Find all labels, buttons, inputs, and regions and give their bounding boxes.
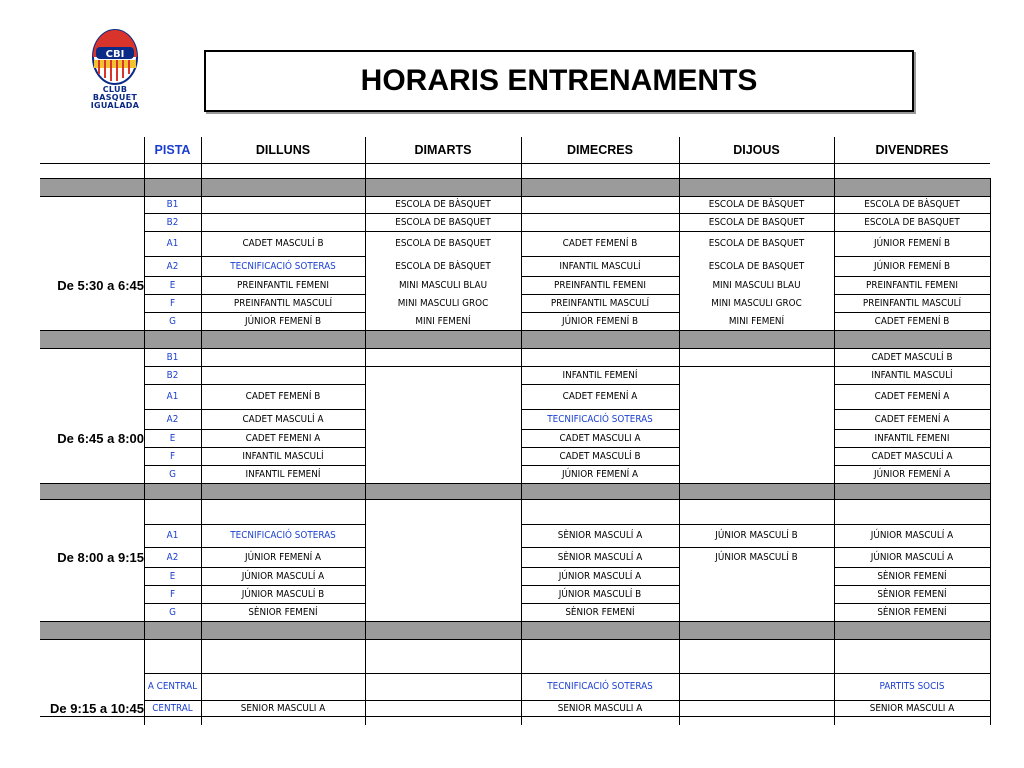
schedule-cell-dimecres: INFANTIL MASCULÍ	[559, 260, 641, 272]
schedule-cell-dimecres: INFANTIL FEMENÍ	[562, 369, 638, 381]
header-divendres: DIVENDRES	[875, 143, 949, 157]
time-slot-label: De 8:00 a 9:15	[57, 549, 144, 565]
schedule-cell-dijous: ESCOLA DE BASQUET	[708, 260, 805, 272]
pista-cell: F	[169, 588, 176, 600]
schedule-cell-dijous: MINI MASCULI GROC	[711, 297, 802, 309]
schedule-cell-dimecres: CADET MASCULÍ B	[559, 450, 641, 462]
schedule-cell-dilluns: INFANTIL MASCULÍ	[242, 450, 324, 462]
schedule-cell-dijous	[685, 567, 828, 585]
schedule-cell-dimarts	[371, 366, 515, 384]
schedule-cell-dijous	[685, 465, 828, 483]
pista-cell: E	[169, 570, 176, 582]
schedule-cell-dijous	[685, 429, 828, 447]
schedule-cell-dimarts	[371, 656, 515, 673]
schedule-cell-dimecres: TECNIFICACIÓ SOTERAS	[547, 413, 653, 425]
schedule-cell-divendres: CADET MASCULÍ A	[871, 450, 953, 462]
title-box	[204, 50, 914, 112]
schedule-cell-dijous	[685, 673, 828, 700]
schedule-cell-dilluns	[208, 348, 359, 366]
schedule-cell-dijous: ESCOLA DE BÀSQUET	[708, 199, 805, 210]
schedule-cell-dilluns: JÚNIOR FEMENÍ A	[244, 551, 322, 563]
schedule-cell-divendres: ESCOLA DE BÀSQUET	[864, 199, 960, 210]
schedule-cell-dimarts	[371, 429, 515, 447]
schedule-cell-dimarts	[371, 447, 515, 465]
logo-line-1: CLUB	[102, 85, 128, 94]
schedule-cell-dijous	[685, 700, 828, 716]
schedule-cell-dijous: JÚNIOR MASCULÍ B	[715, 530, 798, 541]
schedule-cell-divendres: PREINFANTIL FEMENI	[866, 279, 958, 291]
pista-cell: A1	[166, 530, 179, 541]
pista-cell: A1	[166, 238, 179, 249]
schedule-cell-divendres: JÚNIOR MASCULÍ A	[870, 551, 954, 563]
schedule-cell-dimecres	[527, 348, 672, 366]
schedule-cell-divendres: JÚNIOR FEMENÍ B	[873, 260, 951, 272]
schedule-cell-dimecres: SÈNIOR MASCULÍ A	[557, 551, 643, 563]
pista-cell: A2	[166, 551, 179, 563]
schedule-cell-dimarts	[371, 585, 515, 603]
schedule-cell-divendres: CADET FEMENÍ B	[874, 315, 950, 327]
schedule-cell-dimarts: ESCOLA DE BASQUET	[395, 216, 491, 228]
pista-cell: A2	[166, 413, 179, 425]
schedule-cell-divendres: PARTITS SOCIS	[879, 681, 945, 692]
schedule-cell-dimarts	[371, 603, 515, 621]
header-dijous: DIJOUS	[733, 143, 780, 157]
pista-cell	[146, 499, 198, 524]
page-title: HORARIS ENTRENAMENTS	[360, 64, 758, 97]
schedule-cell-dimecres: CADET FEMENÍ A	[562, 391, 638, 402]
schedule-cell-divendres: SÈNIOR FEMENÍ	[877, 588, 947, 600]
time-slot-label: De 6:45 a 8:00	[57, 430, 144, 446]
schedule-cell-dilluns: JÚNIOR MASCULÍ B	[241, 588, 325, 600]
schedule-cell-dimecres: JÚNIOR MASCULÍ A	[558, 570, 642, 582]
header-pista: PISTA	[154, 143, 191, 157]
schedule-cell-dilluns	[208, 499, 359, 524]
schedule-cell-divendres: INFANTIL MASCULÍ	[871, 369, 953, 381]
schedule-cell-dimarts	[371, 567, 515, 585]
schedule-cell-divendres: SÈNIOR FEMENÍ	[877, 570, 947, 582]
pista-cell: CENTRAL	[152, 702, 193, 714]
schedule-cell-dilluns: CADET MASCULÍ A	[242, 413, 324, 425]
schedule-cell-dimarts	[371, 673, 515, 700]
schedule-cell-dilluns: JÚNIOR FEMENÍ B	[244, 315, 322, 327]
schedule-cell-divendres: CADET MASCULÍ B	[871, 351, 953, 363]
separator-row	[40, 621, 990, 639]
schedule-cell-dimarts	[371, 465, 515, 483]
schedule-cell-dilluns	[208, 196, 359, 213]
schedule-cell-dimecres: JÚNIOR FEMENÍ B	[561, 315, 639, 327]
schedule-cell-dilluns	[208, 366, 359, 384]
schedule-cell-dilluns	[208, 213, 359, 231]
separator-row	[40, 330, 990, 348]
schedule-cell-dimarts	[371, 499, 515, 524]
schedule-cell-dimarts	[371, 348, 515, 366]
logo-line-3: IGUALADA	[90, 101, 140, 110]
schedule-cell-dilluns: PREINFANTIL FEMENI	[237, 279, 329, 291]
schedule-cell-divendres: INFANTIL FEMENI	[874, 432, 950, 444]
schedule-cell-dijous	[685, 409, 828, 429]
schedule-cell-divendres: SÈNIOR FEMENÍ	[877, 606, 947, 618]
pista-cell: G	[169, 606, 176, 618]
schedule-cell-dimecres: CADET MASCULI A	[559, 432, 641, 444]
pista-cell: B2	[166, 216, 179, 228]
schedule-cell-dimarts: MINI MASCULI BLAU	[398, 279, 488, 291]
schedule-cell-dijous	[685, 585, 828, 603]
schedule-cell-dimarts	[371, 547, 515, 567]
schedule-cell-dimarts: ESCOLA DE BÀSQUET	[395, 260, 491, 272]
schedule-cell-dimecres: SÈNIOR MASCULÍ A	[557, 530, 643, 541]
pista-cell: A CENTRAL	[147, 681, 198, 692]
pista-cell: B1	[166, 351, 179, 363]
schedule-cell-dilluns: CADET MASCULÍ B	[242, 238, 324, 249]
schedule-cell-dimecres: JÚNIOR MASCULÍ B	[558, 588, 642, 600]
schedule-cell-dijous: MINI FEMENÍ	[728, 315, 785, 327]
schedule-cell-dijous: JÚNIOR MASCULÍ B	[715, 551, 798, 563]
pista-cell: A2	[166, 260, 179, 272]
logo-line-2: BASQUET	[92, 93, 138, 102]
pista-cell: F	[169, 450, 176, 462]
schedule-cell-dijous	[685, 447, 828, 465]
schedule-cell-dimecres	[527, 196, 672, 213]
schedule-cell-dijous: MINI MASCULI BLAU	[712, 279, 801, 291]
separator-row	[40, 178, 990, 196]
schedule-cell-dilluns: JÚNIOR MASCULÍ A	[241, 570, 325, 582]
club-crest-icon	[82, 28, 148, 86]
time-slot-label: De 9:15 a 10:45	[50, 700, 144, 716]
schedule-cell-divendres: ESCOLA DE BASQUET	[864, 216, 960, 228]
schedule-cell-dilluns: CADET FEMENÍ B	[245, 391, 321, 402]
schedule-cell-dijous	[685, 366, 828, 384]
pista-cell: G	[169, 315, 176, 327]
schedule-cell-dijous	[685, 603, 828, 621]
schedule-cell-dimecres: CADET FEMENÍ B	[562, 238, 638, 249]
schedule-cell-dimecres	[527, 213, 672, 231]
schedule-cell-dilluns	[208, 656, 359, 673]
schedule-cell-dimarts: MINI MASCULI GROC	[397, 297, 489, 309]
schedule-cell-dimecres: PREINFANTIL MASCULÍ	[550, 297, 650, 309]
schedule-cell-dimecres	[527, 499, 672, 524]
pista-cell: E	[169, 279, 176, 291]
schedule-cell-divendres: CADET FEMENÍ A	[874, 413, 950, 425]
header-dilluns: DILLUNS	[255, 143, 311, 157]
schedule-cell-divendres: JÚNIOR FEMENÍ B	[873, 238, 951, 249]
schedule-cell-dilluns: SÈNIOR FEMENÍ	[248, 606, 318, 618]
header-dimecres: DIMECRES	[567, 143, 633, 157]
separator-row	[40, 483, 990, 499]
schedule-cell-dimarts	[371, 700, 515, 716]
schedule-cell-dimarts: ESCOLA DE BÀSQUET	[395, 199, 491, 210]
schedule-cell-dijous: ESCOLA DE BASQUET	[708, 238, 805, 249]
schedule-cell-dilluns: SENIOR MASCULI A	[240, 702, 326, 714]
header-dimarts: DIMARTS	[414, 143, 472, 157]
schedule-cell-dijous	[685, 499, 828, 524]
schedule-cell-dimarts	[371, 409, 515, 429]
schedule-cell-dimarts: ESCOLA DE BASQUET	[395, 238, 491, 249]
schedule-cell-dimecres: SÈNIOR FEMENÍ	[565, 606, 635, 618]
schedule-cell-divendres	[840, 499, 984, 524]
schedule-cell-dimecres: JÚNIOR FEMENÍ A	[561, 468, 639, 480]
schedule-cell-dilluns: PREINFANTIL MASCULÍ	[233, 297, 333, 309]
schedule-cell-dilluns: TECNIFICACIÓ SOTERAS	[230, 530, 336, 541]
schedule-cell-divendres: SENIOR MASCULI A	[869, 702, 955, 714]
pista-cell: B1	[166, 199, 179, 210]
pista-cell	[146, 656, 198, 673]
schedule-cell-dilluns: CADET FEMENI A	[245, 432, 321, 444]
schedule-cell-dijous	[685, 348, 828, 366]
schedule-cell-divendres: CADET FEMENÍ A	[874, 391, 950, 402]
schedule-cell-dilluns	[208, 673, 359, 700]
time-slot-label: De 5:30 a 6:45	[57, 277, 144, 293]
schedule-cell-dimecres	[527, 656, 672, 673]
schedule-cell-dilluns: TECNIFICACIÓ SOTERAS	[230, 260, 336, 272]
schedule-cell-dijous	[685, 384, 828, 409]
schedule-cell-dijous: ESCOLA DE BASQUET	[708, 216, 805, 228]
pista-cell: B2	[166, 369, 179, 381]
schedule-cell-dimecres: TECNIFICACIÓ SOTERAS	[547, 681, 653, 692]
logo-letters: CBI	[105, 49, 125, 60]
schedule-cell-divendres: JÚNIOR MASCULÍ A	[870, 530, 954, 541]
pista-cell: E	[169, 432, 176, 444]
schedule-cell-dimecres: SENIOR MASCULI A	[557, 702, 643, 714]
pista-cell: G	[169, 468, 176, 480]
schedule-cell-dimarts: MINI FEMENÍ	[415, 315, 471, 327]
schedule-cell-dimarts	[371, 384, 515, 409]
club-logo	[82, 28, 148, 118]
pista-cell: F	[169, 297, 176, 309]
schedule-cell-dimecres: PREINFANTIL FEMENI	[554, 279, 646, 291]
schedule-cell-dimarts	[371, 524, 515, 547]
schedule-cell-dilluns: INFANTIL FEMENÍ	[245, 468, 321, 480]
pista-cell: A1	[166, 391, 179, 402]
schedule-cell-dijous	[685, 656, 828, 673]
schedule-cell-divendres: PREINFANTIL MASCULÍ	[862, 297, 962, 309]
schedule-cell-divendres: JÚNIOR FEMENÍ A	[873, 468, 951, 480]
schedule-cell-divendres	[840, 656, 984, 673]
